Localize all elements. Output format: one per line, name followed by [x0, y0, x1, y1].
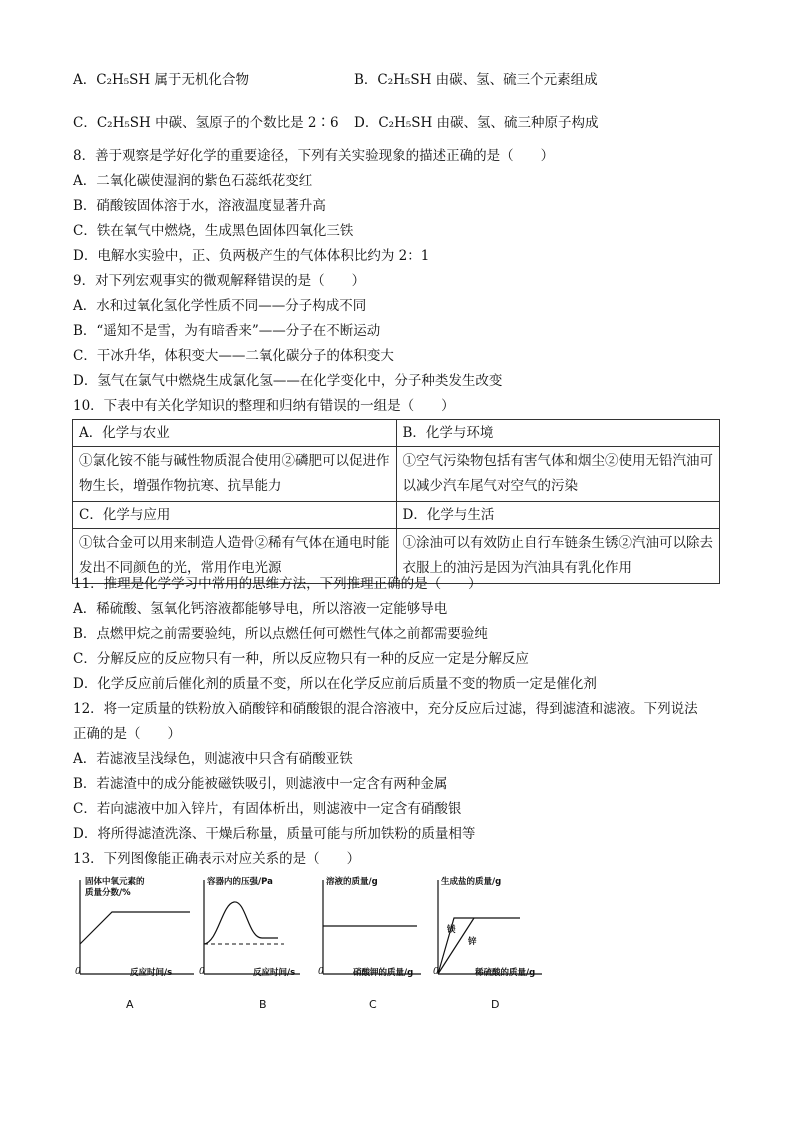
graph-c-ylabel: 溶液的质量/g	[326, 877, 378, 887]
graph-d	[430, 874, 550, 984]
q7-option-a: A．C₂H₅SH 属于无机化合物	[73, 72, 249, 88]
table-body-d: ①涂油可以有效防止自行车链条生锈②汽油可以除去衣服上的油污是因为汽油具有乳化作用	[396, 529, 720, 584]
q8-option-c: C．铁在氧气中燃烧，生成黑色固体四氧化三铁	[73, 223, 354, 239]
q7-option-b: B．C₂H₅SH 由碳、氢、硫三个元素组成	[354, 72, 598, 88]
q12-stem-line2: 正确的是（ ）	[73, 726, 181, 742]
q8-option-d: D．电解水实验中，正、负两极产生的气体体积比约为 2：1	[73, 248, 430, 264]
graph-a-origin: 0	[75, 967, 81, 977]
graph-d-caption: D	[491, 998, 500, 1011]
graph-d-series-label-mg: 镁	[447, 925, 456, 935]
graph-a-svg	[72, 874, 202, 984]
graph-a-xlabel: 反应时间/s	[130, 968, 173, 978]
q9-option-a: A．水和过氧化氢化学性质不同——分子构成不同	[73, 298, 367, 314]
graph-b-ylabel: 容器内的压强/Pa	[207, 877, 273, 887]
graph-d-xlabel: 稀硫酸的质量/g	[475, 968, 536, 978]
table-body-a: ①氯化铵不能与碱性物质混合使用②磷肥可以促进作物生长，增强作物抗寒、抗旱能力	[73, 447, 397, 502]
graph-a	[72, 874, 202, 984]
q8-option-b: B．硝酸铵固体溶于水，溶液温度显著升高	[73, 198, 326, 214]
graph-a-ylabel-1: 固体中氧元素的	[85, 877, 145, 887]
table-body-b: ①空气污染物包括有害气体和烟尘②使用无铅汽油可以减少汽车尾气对空气的污染	[396, 447, 720, 502]
graph-b-caption: B	[259, 998, 267, 1011]
graph-a-curve	[80, 912, 190, 944]
q7-option-c: C．C₂H₅SH 中碳、氢原子的个数比是 2∶6	[73, 115, 339, 131]
table-head-a: A．化学与农业	[73, 420, 397, 447]
q11-option-a: A．稀硫酸、氢氧化钙溶液都能够导电，所以溶液一定能够导电	[73, 601, 448, 617]
graph-d-origin: 0	[433, 967, 439, 977]
graph-d-ylabel: 生成盐的质量/g	[441, 877, 502, 887]
graph-d-svg	[430, 874, 550, 984]
q9-option-d: D．氢气在氯气中燃烧生成氯化氢——在化学变化中，分子种类发生改变	[73, 373, 503, 389]
q12-option-a: A．若滤液呈浅绿色，则滤液中只含有硝酸亚铁	[73, 751, 353, 767]
table-head-b: B．化学与环境	[396, 420, 720, 447]
graph-c-svg	[315, 874, 430, 984]
table-head-d: D．化学与生活	[396, 502, 720, 529]
table-head-c: C．化学与应用	[73, 502, 397, 529]
q11-stem: 11．推理是化学学习中常用的思维方法，下列推理正确的是（ ）	[73, 576, 482, 592]
graph-c-origin: 0	[318, 967, 324, 977]
q12-option-c: C．若向滤液中加入锌片，有固体析出，则滤液中一定含有硝酸银	[73, 801, 462, 817]
q9-stem: 9．对下列宏观事实的微观解释错误的是（ ）	[73, 273, 366, 289]
graph-b-xlabel: 反应时间/s	[253, 968, 296, 978]
graph-a-caption: A	[126, 998, 134, 1011]
q11-option-d: D．化学反应前后催化剂的质量不变，所以在化学反应前后质量不变的物质一定是催化剂	[73, 676, 597, 692]
graph-c-xlabel: 硝酸钾的质量/g	[353, 968, 414, 978]
q8-stem: 8．善于观察是学好化学的重要途径，下列有关实验现象的描述正确的是（ ）	[73, 148, 555, 164]
q12-option-b: B．若滤渣中的成分能被磁铁吸引，则滤液中一定含有两种金属	[73, 776, 448, 792]
graph-c	[315, 874, 430, 984]
q11-option-c: C．分解反应的反应物只有一种，所以反应物只有一种的反应一定是分解反应	[73, 651, 529, 667]
graph-b-curve	[204, 902, 278, 944]
graph-b	[196, 874, 306, 984]
graph-c-caption: C	[369, 998, 377, 1011]
graph-d-series-label-zn: 锌	[468, 937, 477, 947]
graph-b-svg	[196, 874, 306, 984]
graph-a-ylabel-2: 质量分数/%	[85, 888, 131, 898]
q7-option-d: D．C₂H₅SH 由碳、氢、硫三种原子构成	[354, 115, 599, 131]
q9-option-b: B．“遥知不是雪，为有暗香来”——分子在不断运动	[73, 323, 381, 339]
q9-option-c: C．干冰升华，体积变大——二氧化碳分子的体积变大	[73, 348, 394, 364]
q8-option-a: A．二氧化碳使湿润的紫色石蕊纸花变红	[73, 173, 313, 189]
graph-b-origin: 0	[199, 967, 205, 977]
q11-option-b: B．点燃甲烷之前需要验纯，所以点燃任何可燃性气体之前都需要验纯	[73, 626, 488, 642]
knowledge-table	[72, 419, 720, 584]
q12-stem-line1: 12．将一定质量的铁粉放入硝酸锌和硝酸银的混合溶液中，充分反应后过滤，得到滤渣和滤液。下列说法	[73, 701, 698, 717]
q10-stem: 10．下表中有关化学知识的整理和归纳有错误的一组是（ ）	[73, 398, 455, 414]
q13-stem: 13．下列图像能正确表示对应关系的是（ ）	[73, 851, 361, 867]
table-body-c: ①钛合金可以用来制造人造骨②稀有气体在通电时能发出不同颜色的光，常用作电光源	[73, 529, 397, 584]
q12-option-d: D．将所得滤渣洗涤、干燥后称量，质量可能与所加铁粉的质量相等	[73, 826, 476, 842]
